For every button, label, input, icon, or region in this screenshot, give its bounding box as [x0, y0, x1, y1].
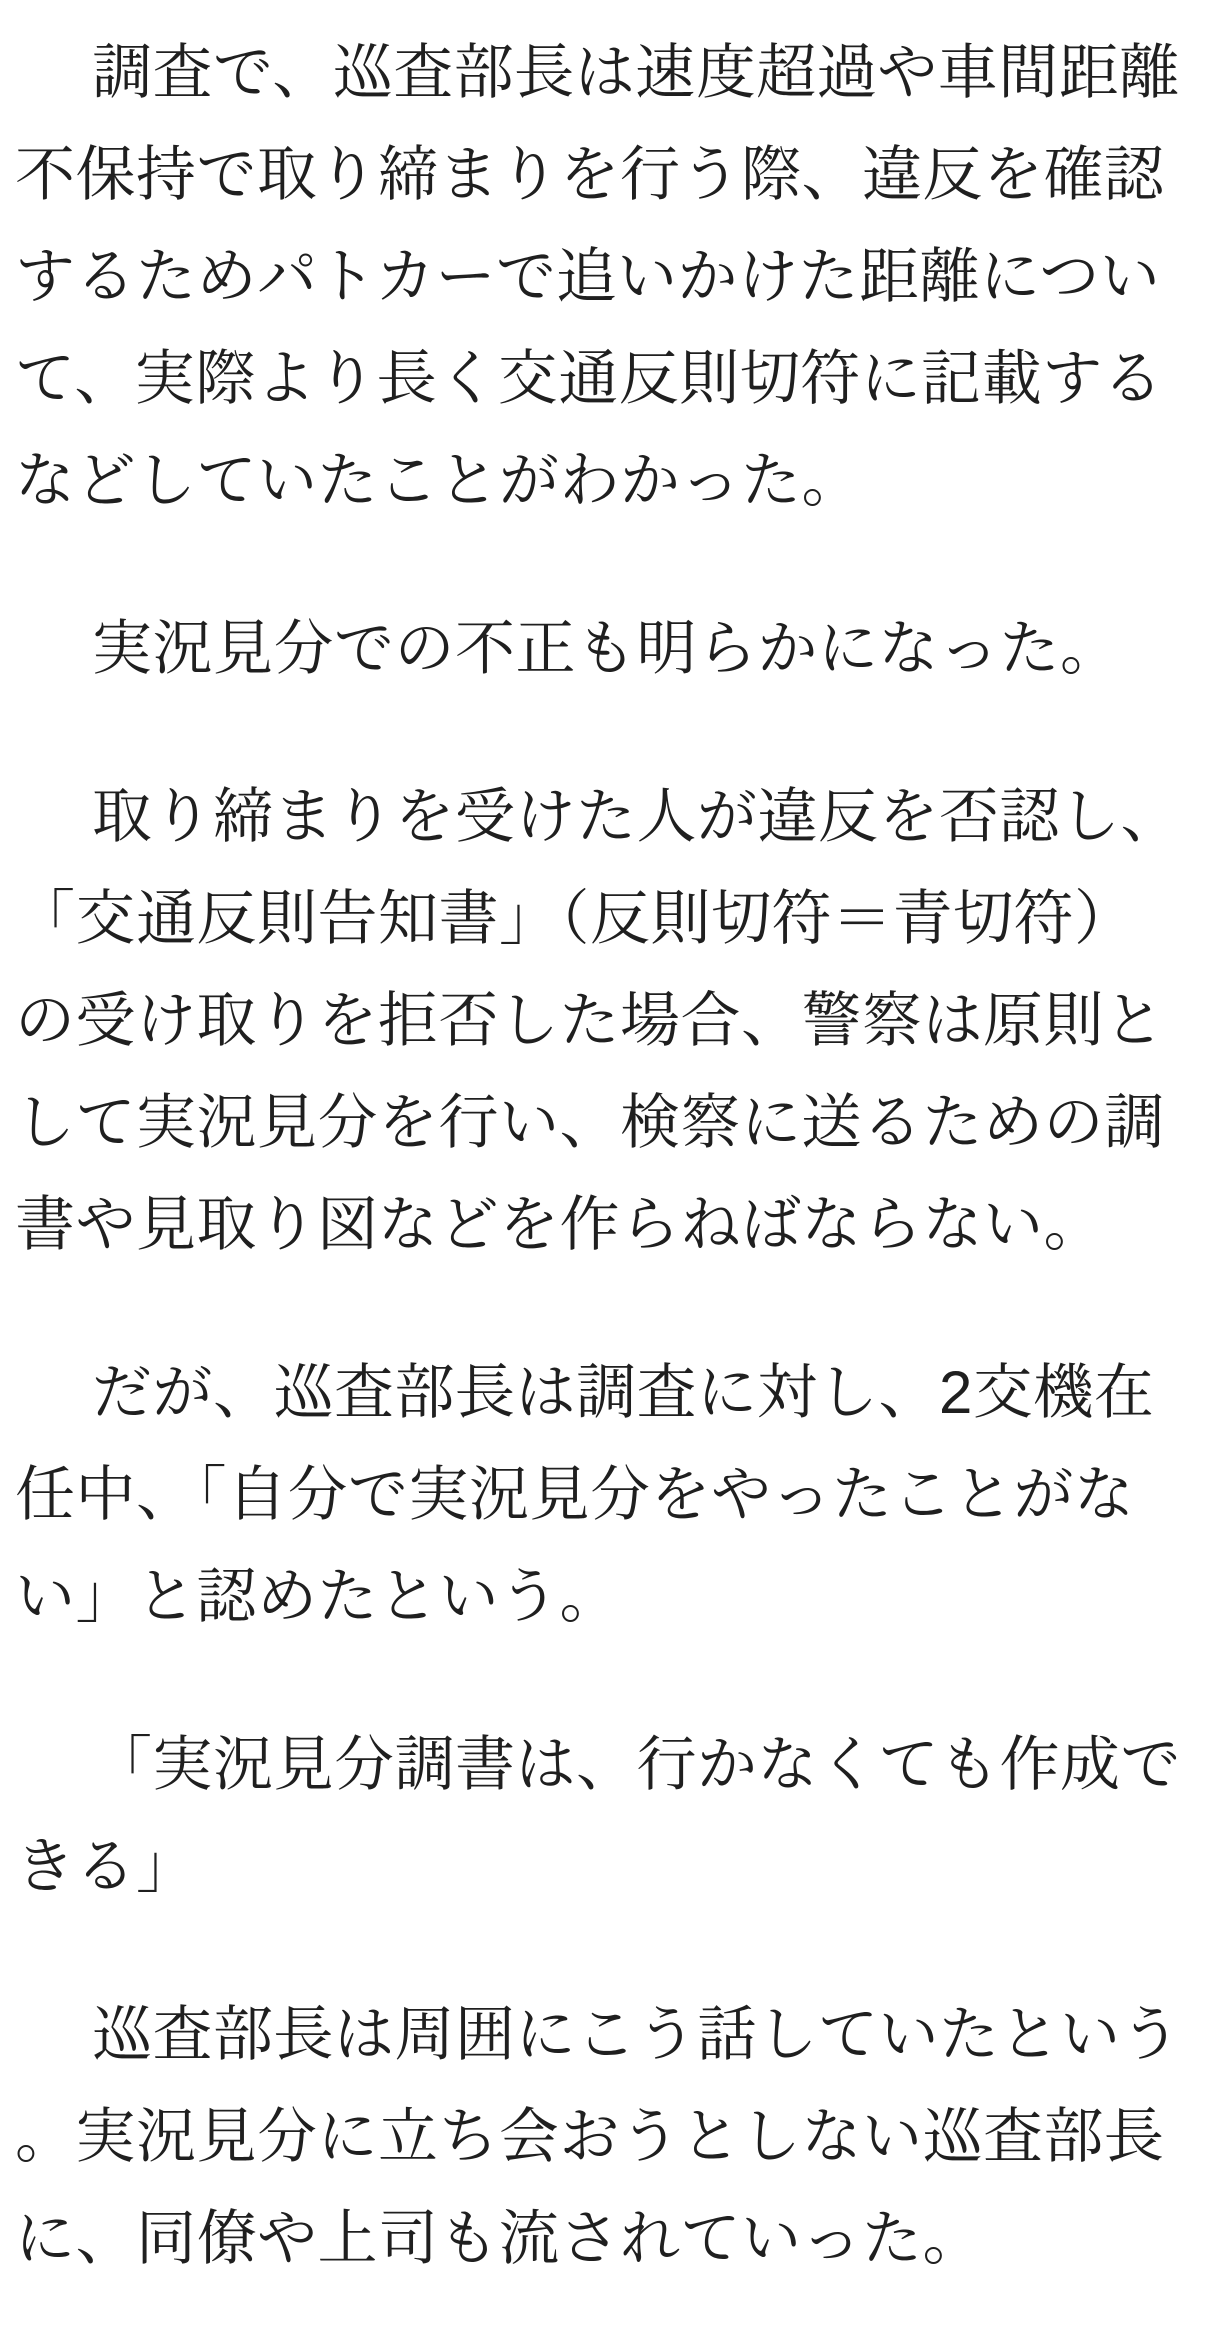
article-paragraph: 取り締まりを受けた人が違反を否認し、「交通反則告知書」（反則切符＝青切符）の受け取りを拒否した場合、警察は原則として実況見分を行い、検察に送るための調書や見取り図などを作らねばならない。 [15, 783, 1181, 1258]
article-paragraph: だが、巡査部長は調査に対し、2交機在任中、「自分で実況見分をやったことがない」と認めたという。 [15, 1359, 1155, 1630]
article-paragraph: 実況見分での不正も明らかになった。 [92, 615, 1121, 682]
article-paragraph: 調査で、巡査部長は速度超過や車間距離不保持で取り締まりを行う際、違反を確認するためパトカーで追いかけた距離について、実際より長く交通反則切符に記載するなどしていたことがわかった。 [15, 39, 1180, 514]
article-paragraph: 「実況見分調書は、行かなくても作成できる」 [15, 1731, 1181, 1900]
article-paragraph: 巡査部長は周囲にこう話していたという。実況見分に立ち会おうとしない巡査部長に、同僚や上司も流されていった。 [15, 2001, 1181, 2272]
